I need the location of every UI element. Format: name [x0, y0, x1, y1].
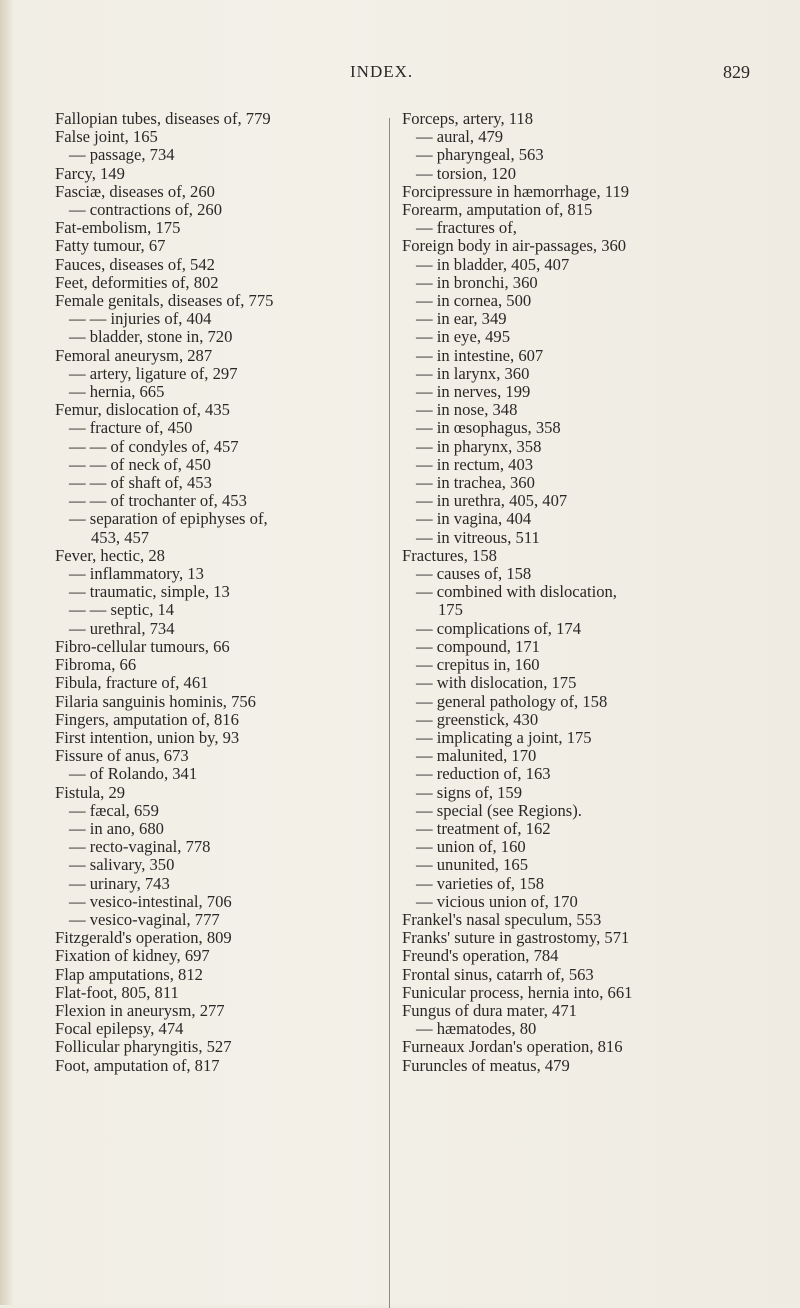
index-subentry: — urethral, 734 — [69, 618, 175, 638]
index-subentry: — in bladder, 405, 407 — [416, 254, 570, 274]
index-subentry: — — injuries of, 404 — [69, 309, 212, 329]
index-entry: False joint, 165 — [55, 127, 158, 147]
index-entry: Fibro-cellular tumours, 66 — [55, 636, 230, 656]
index-entry: Fever, hectic, 28 — [55, 545, 165, 565]
index-subentry: — reduction of, 163 — [416, 764, 551, 784]
index-subentry: — hæmatodes, 80 — [416, 1019, 537, 1039]
index-subentry: — — of shaft of, 453 — [69, 473, 212, 493]
index-entry: Flap amputations, 812 — [55, 964, 203, 984]
index-subentry: — varieties of, 158 — [416, 873, 545, 893]
index-subentry: — general pathology of, 158 — [416, 691, 608, 711]
index-subentry: — in larynx, 360 — [416, 363, 530, 383]
index-subentry: — bladder, stone in, 720 — [69, 327, 233, 347]
index-entry: Foreign body in air-passages, 360 — [402, 236, 627, 256]
index-entry: Fissure of anus, 673 — [55, 746, 189, 766]
index-entry: First intention, union by, 93 — [55, 727, 240, 747]
index-subentry: — salivary, 350 — [69, 855, 175, 875]
index-subentry: — contractions of, 260 — [69, 200, 222, 220]
index-subentry: — in ano, 680 — [69, 818, 164, 838]
index-subentry: — in eye, 495 — [416, 327, 511, 347]
index-subentry: — implicating a joint, 175 — [416, 727, 592, 747]
index-entry: Feet, deformities of, 802 — [55, 272, 219, 292]
index-entry: Filaria sanguinis hominis, 756 — [55, 691, 256, 711]
index-subentry: — aural, 479 — [416, 127, 504, 147]
index-entry: Focal epilepsy, 474 — [55, 1019, 184, 1039]
index-subentry: — in œsophagus, 358 — [416, 418, 561, 438]
index-entry-continuation: 175 — [438, 600, 463, 620]
index-subentry: — with dislocation, 175 — [416, 673, 577, 693]
index-subentry: — vicious union of, 170 — [416, 891, 578, 911]
index-subentry: — causes of, 158 — [416, 564, 532, 584]
index-subentry: — in nerves, 199 — [416, 382, 531, 402]
index-subentry: — treatment of, 162 — [416, 818, 551, 838]
index-entry: Fitzgerald's operation, 809 — [55, 928, 232, 948]
index-entry: Femoral aneurysm, 287 — [55, 345, 213, 365]
running-title: INDEX. — [350, 62, 414, 81]
index-entry: Female genitals, diseases of, 775 — [55, 291, 274, 311]
index-subentry: — — septic, 14 — [69, 600, 175, 620]
index-entry: Fungus of dura mater, 471 — [402, 1000, 577, 1020]
index-entry: Frankel's nasal speculum, 553 — [402, 909, 602, 929]
index-subentry: — in rectum, 403 — [416, 454, 534, 474]
index-subentry: — in vitreous, 511 — [416, 527, 540, 547]
index-column-left — [55, 110, 385, 1075]
index-entry: Forcipressure in hæmorrhage, 119 — [402, 181, 630, 201]
index-subentry: — in bronchi, 360 — [416, 272, 538, 292]
index-entry-continuation: 453, 457 — [91, 527, 150, 547]
index-subentry: — signs of, 159 — [416, 782, 523, 802]
index-entry: Funicular process, hernia into, 661 — [402, 982, 633, 1002]
index-entry: Freund's operation, 784 — [402, 946, 559, 966]
index-subentry: — — of neck of, 450 — [69, 454, 211, 474]
index-entry: Fractures, 158 — [402, 545, 497, 565]
index-subentry: — separation of epiphyses of, — [69, 509, 268, 529]
index-subentry: — traumatic, simple, 13 — [69, 582, 230, 602]
index-subentry: — complications of, 174 — [416, 618, 581, 638]
index-subentry: — artery, ligature of, 297 — [69, 363, 238, 383]
page-header — [0, 62, 800, 86]
index-entry: Flexion in aneurysm, 277 — [55, 1000, 225, 1020]
index-entry: Frontal sinus, catarrh of, 563 — [402, 964, 594, 984]
index-subentry: — in pharynx, 358 — [416, 436, 542, 456]
index-subentry: — — of trochanter of, 453 — [69, 491, 247, 511]
index-subentry: — compound, 171 — [416, 636, 540, 656]
index-entry: Femur, dislocation of, 435 — [55, 400, 230, 420]
index-entry: Foot, amputation of, 817 — [55, 1055, 220, 1075]
index-subentry: — passage, 734 — [69, 145, 175, 165]
index-subentry: — vesico-vaginal, 777 — [69, 909, 220, 929]
index-subentry: — ununited, 165 — [416, 855, 528, 875]
index-subentry: — urinary, 743 — [69, 873, 170, 893]
index-entry: Fistula, 29 — [55, 782, 126, 802]
index-subentry: — in intestine, 607 — [416, 345, 544, 365]
index-subentry: — fracture of, 450 — [69, 418, 193, 438]
page-number: 829 — [723, 62, 750, 82]
index-subentry: — crepitus in, 160 — [416, 655, 540, 675]
index-subentry: — in trachea, 360 — [416, 473, 535, 493]
index-subentry: — torsion, 120 — [416, 163, 517, 183]
index-entry: Forceps, artery, 118 — [402, 109, 534, 128]
index-entry: Furuncles of meatus, 479 — [402, 1055, 570, 1075]
index-entry: Fasciæ, diseases of, 260 — [55, 181, 215, 201]
index-subentry: — — of condyles of, 457 — [69, 436, 239, 456]
index-subentry: — hernia, 665 — [69, 382, 165, 402]
index-subentry: — union of, 160 — [416, 837, 526, 857]
index-entry: Fingers, amputation of, 816 — [55, 709, 239, 729]
index-subentry: — in nose, 348 — [416, 400, 518, 420]
index-subentry: — combined with dislocation, — [416, 582, 617, 602]
index-entry: Fauces, diseases of, 542 — [55, 254, 215, 274]
index-entry: Franks' suture in gastrostomy, 571 — [402, 928, 630, 948]
index-subentry: — special (see Regions). — [416, 800, 582, 820]
index-subentry: — malunited, 170 — [416, 746, 537, 766]
index-entry: Farcy, 149 — [55, 163, 125, 183]
index-subentry: — in ear, 349 — [416, 309, 507, 329]
index-entry: Furneaux Jordan's operation, 816 — [402, 1037, 623, 1057]
index-subentry: — greenstick, 430 — [416, 709, 539, 729]
index-subentry: — in urethra, 405, 407 — [416, 491, 568, 511]
index-entry: Fibula, fracture of, 461 — [55, 673, 209, 693]
index-subentry: — of Rolando, 341 — [69, 764, 198, 784]
index-subentry: — recto-vaginal, 778 — [69, 837, 211, 857]
book-gutter-shadow — [0, 0, 14, 1305]
column-divider — [389, 118, 390, 1308]
index-entry: Flat-foot, 805, 811 — [55, 982, 179, 1002]
index-entry: Forearm, amputation of, 815 — [402, 200, 593, 220]
index-entry: Fallopian tubes, diseases of, 779 — [55, 109, 271, 128]
index-subentry: — in vagina, 404 — [416, 509, 532, 529]
index-subentry: — fæcal, 659 — [69, 800, 159, 820]
index-subentry: — fractures of, — [416, 218, 517, 238]
index-subentry: — in cornea, 500 — [416, 291, 532, 311]
index-entry: Fatty tumour, 67 — [55, 236, 166, 256]
index-subentry: — pharyngeal, 563 — [416, 145, 544, 165]
index-entry: Fibroma, 66 — [55, 655, 137, 675]
index-subentry: — vesico-intestinal, 706 — [69, 891, 232, 911]
index-subentry: — inflammatory, 13 — [69, 564, 204, 584]
index-entry: Fixation of kidney, 697 — [55, 946, 210, 966]
index-entry: Fat-embolism, 175 — [55, 218, 181, 238]
index-entry: Follicular pharyngitis, 527 — [55, 1037, 232, 1057]
index-column-right — [402, 110, 777, 1075]
